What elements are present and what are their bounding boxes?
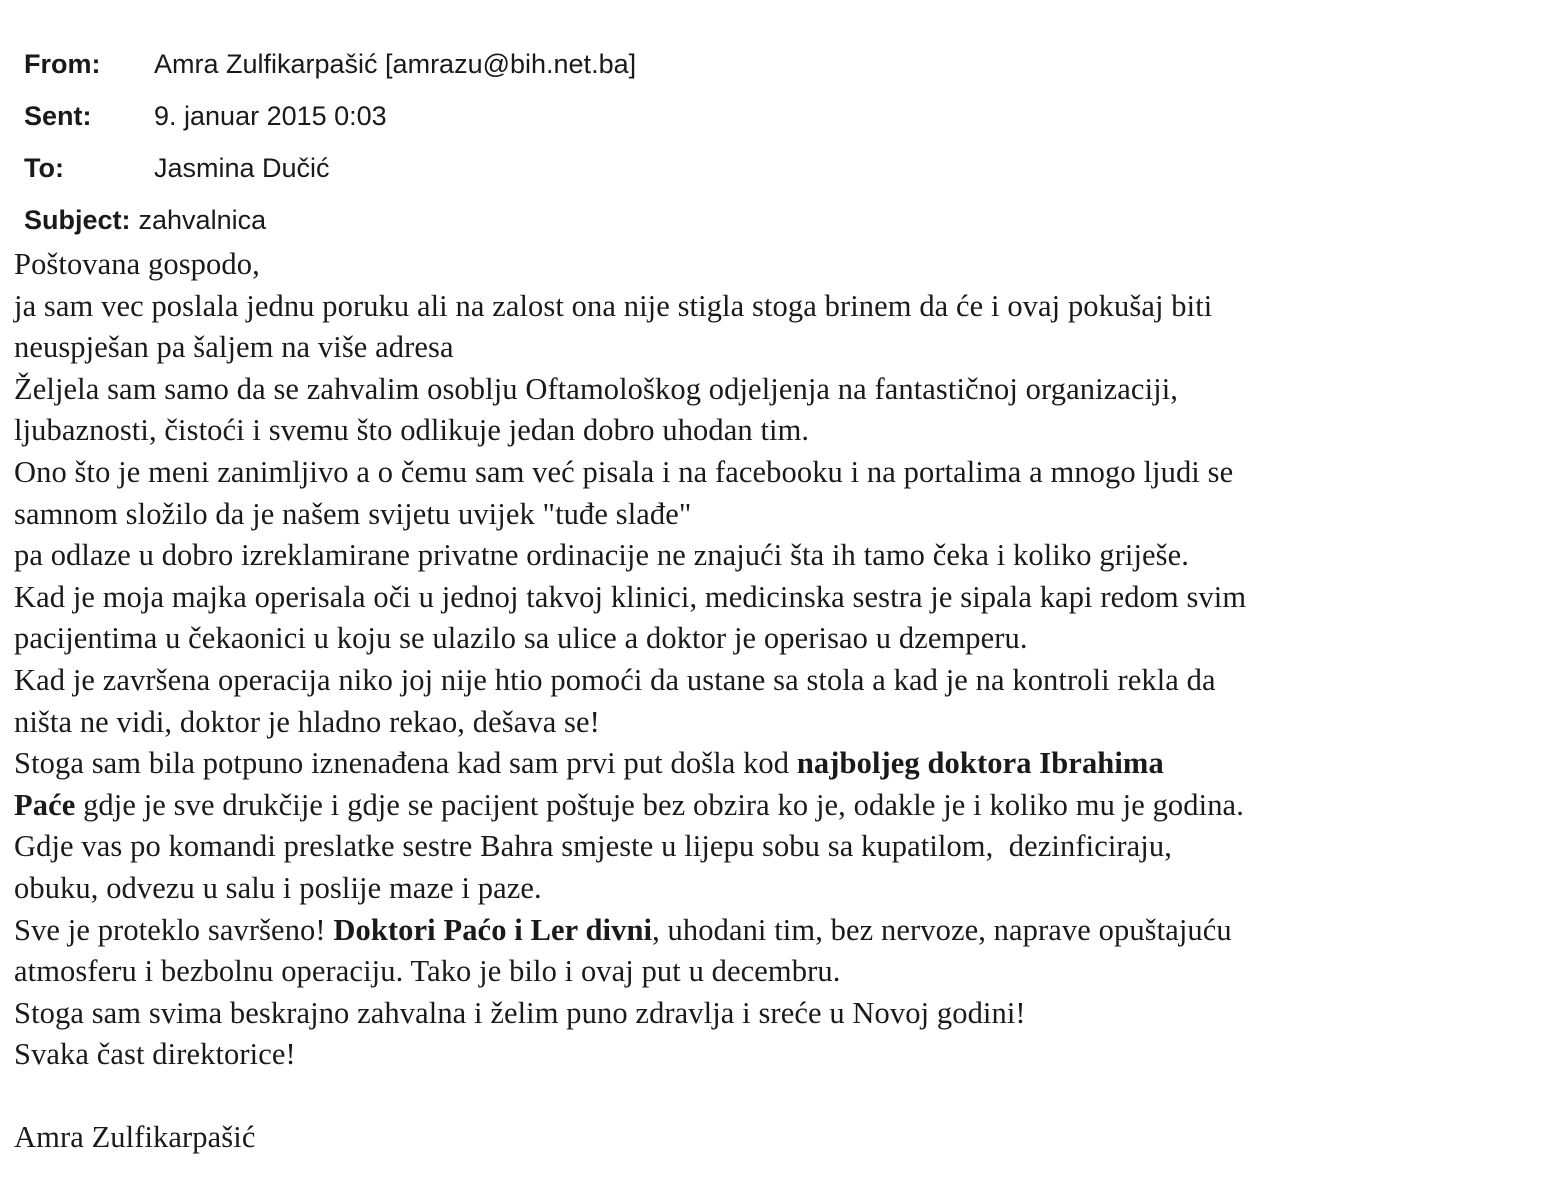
to-value: Jasmina Dučić xyxy=(154,152,330,183)
body-line: obuku, odvezu u salu i poslije maze i paze. xyxy=(14,870,542,905)
body-line-mixed xyxy=(14,910,1544,952)
body-line: Svaka čast direktorice! xyxy=(14,1037,296,1072)
body-line: Gdje vas po komandi preslatke sestre Bahra smjeste u lijepu sobu sa kupatilom, dezinficiraju, xyxy=(14,829,1172,864)
to-label: To: xyxy=(24,152,64,183)
body-text-span: Stoga sam bila potpuno iznenađena kad sam prvi put došla kod xyxy=(14,746,797,781)
bold-doctors-names: Doktori Paćo i Ler divni xyxy=(333,912,653,947)
body-line: Kad je moja majka operisala oči u jednoj takvoj klinici, medicinska sestra je sipala kapi redom svim xyxy=(14,579,1247,614)
subject-value: zahvalnica xyxy=(138,204,267,235)
body-line: Kad je završena operacija niko joj nije htio pomoći da ustane sa stola a kad je na kontroli rekla da xyxy=(14,662,1216,697)
body-line-greeting: Poštovana gospodo, xyxy=(14,247,260,281)
sent-row xyxy=(24,90,636,142)
body-line: pacijentima u čekaonici u koju se ulazilo sa ulice a doktor je operisao u dzemperu. xyxy=(14,621,1028,656)
email-body xyxy=(14,244,1544,1159)
body-text-span: , uhodani tim, bez nervoze, naprave opuštajuću xyxy=(652,912,1232,947)
bold-doctor-name: najboljeg doktora Ibrahima xyxy=(796,746,1164,781)
subject-label: Subject: xyxy=(24,204,131,235)
body-line: samnom složilo da je našem svijetu uvijek "tuđe slađe" xyxy=(14,496,692,531)
body-line: ja sam vec poslala jednu poruku ali na zalost ona nije stigla stoga brinem da će i ovaj pokušaj biti xyxy=(14,288,1213,323)
body-line: ništa ne vidi, doktor je hladno rekao, dešava se! xyxy=(14,704,600,739)
body-line: atmosferu i bezbolnu operaciju. Tako je bilo i ovaj put u decembru. xyxy=(14,954,841,989)
bold-doctor-name: Paće xyxy=(14,787,76,822)
from-value: Amra Zulfikarpašić [amrazu@bih.net.ba] xyxy=(154,48,637,79)
body-line: pa odlaze u dobro izreklamirane privatne ordinacije ne znajući šta ih tamo čeka i koliko griješe. xyxy=(14,538,1190,573)
body-text-span: Sve je proteklo savršeno! xyxy=(14,912,334,947)
body-line: neuspješan pa šaljem na više adresa xyxy=(14,330,454,365)
body-text-span: gdje je sve drukčije i gdje se pacijent poštuje bez obzira ko je, odakle je i koliko mu je godina. xyxy=(75,787,1244,822)
sent-label: Sent: xyxy=(24,100,92,131)
blank-line xyxy=(14,1076,1544,1118)
body-line: Ono što je meni zanimljivo a o čemu sam već pisala i na facebooku i na portalima a mnogo ljudi se xyxy=(14,454,1234,489)
body-line: Stoga sam svima beskrajno zahvalna i želim puno zdravlja i sreće u Novoj godini! xyxy=(14,995,1026,1030)
body-line: Željela sam samo da se zahvalim osoblju Oftamološkog odjeljenja na fantastičnoj organizaciji, xyxy=(14,371,1179,406)
to-row xyxy=(24,142,636,194)
email-header xyxy=(24,38,636,246)
body-line: ljubaznosti, čistoći i svemu što odlikuje jedan dobro uhodan tim. xyxy=(14,413,810,448)
body-line-mixed xyxy=(14,785,1544,827)
from-label: From: xyxy=(24,48,101,79)
from-row xyxy=(24,38,636,90)
sent-value: 9. januar 2015 0:03 xyxy=(154,100,387,131)
body-line-mixed xyxy=(14,743,1544,785)
signature: Amra Zulfikarpašić xyxy=(14,1120,256,1155)
subject-row xyxy=(24,194,636,246)
